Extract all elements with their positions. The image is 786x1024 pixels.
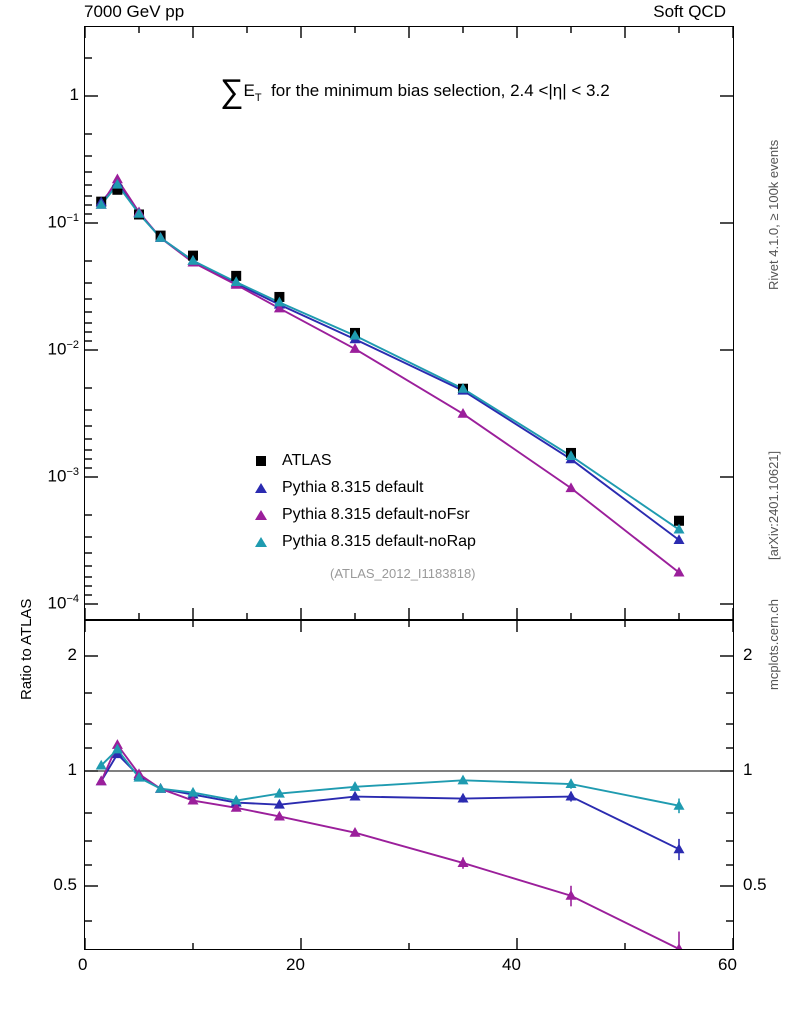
ratio-y-ticks-right [720,656,733,921]
rivet-version-caption: Rivet 4.1.0, ≥ 100k events [766,139,781,290]
main-ytick-1e-1: $10^{-1}$ [47,212,79,232]
analysis-id-tag: (ATLAS_2012_I1183818) [330,566,476,581]
ratio-x-ticks [85,621,733,949]
ratio-ytick-1-left: 1 [67,760,77,779]
legend-marker-triangle-icon [240,535,282,549]
title-subscript-t: T [254,92,262,104]
legend-marker-square-icon [240,454,282,468]
main-y-ticks-right [720,96,733,604]
xtick-20: 20 [286,955,305,974]
legend-label-nofsr: Pythia 8.315 default-noFsr [282,505,470,523]
legend-marker-triangle-icon [240,481,282,495]
xtick-60: 60 [718,955,737,974]
header-left-label: 7000 GeV pp [84,2,185,21]
main-ytick-1e-2: $10^{-2}$ [47,339,79,359]
legend-item-norap[interactable] [240,528,476,555]
legend-item-default[interactable] [240,474,476,501]
legend [240,447,476,555]
legend-label-atlas: ATLAS [282,451,332,469]
xtick-0: 0 [78,955,88,974]
mcplots-url-caption: mcplots.cern.ch [766,598,781,690]
mcplots-arxiv-caption: [arXiv:2401.10621] [766,450,781,560]
legend-item-atlas[interactable] [240,447,476,474]
sigma-symbol: ∑ [220,72,244,109]
main-ytick-1e-3: $10^{-3}$ [47,466,79,486]
ratio-plot-panel [53,620,767,974]
ratio-y-ticks [85,656,98,921]
ratio-ytick-05-right: 0.5 [743,875,767,894]
title-e: E [243,81,255,100]
title-rest: for the minimum bias selection, 2.4 <|η| < 3.2 [271,81,610,100]
main-ytick-1: 1 [69,85,79,104]
ratio-ytick-2-left: 2 [67,645,77,664]
ratio-ytick-2-right: 2 [743,645,753,664]
plot-title [220,72,610,110]
ratio-plot-canvas [85,621,733,949]
legend-label-norap: Pythia 8.315 default-noRap [282,532,476,550]
ratio-ytick-1-right: 1 [743,760,753,779]
legend-label-default: Pythia 8.315 default [282,478,424,496]
main-ytick-1e-4: $10^{-4}$ [47,593,79,613]
xtick-40: 40 [502,955,521,974]
legend-marker-triangle-icon [240,508,282,522]
main-plot-panel [47,26,734,620]
ratio-y-axis-title: Ratio to ATLAS [18,598,35,700]
ratio-ytick-05-left: 0.5 [53,875,77,894]
legend-item-nofsr[interactable] [240,501,476,528]
header-right-label: Soft QCD [653,2,726,21]
main-y-ticks [85,58,98,604]
